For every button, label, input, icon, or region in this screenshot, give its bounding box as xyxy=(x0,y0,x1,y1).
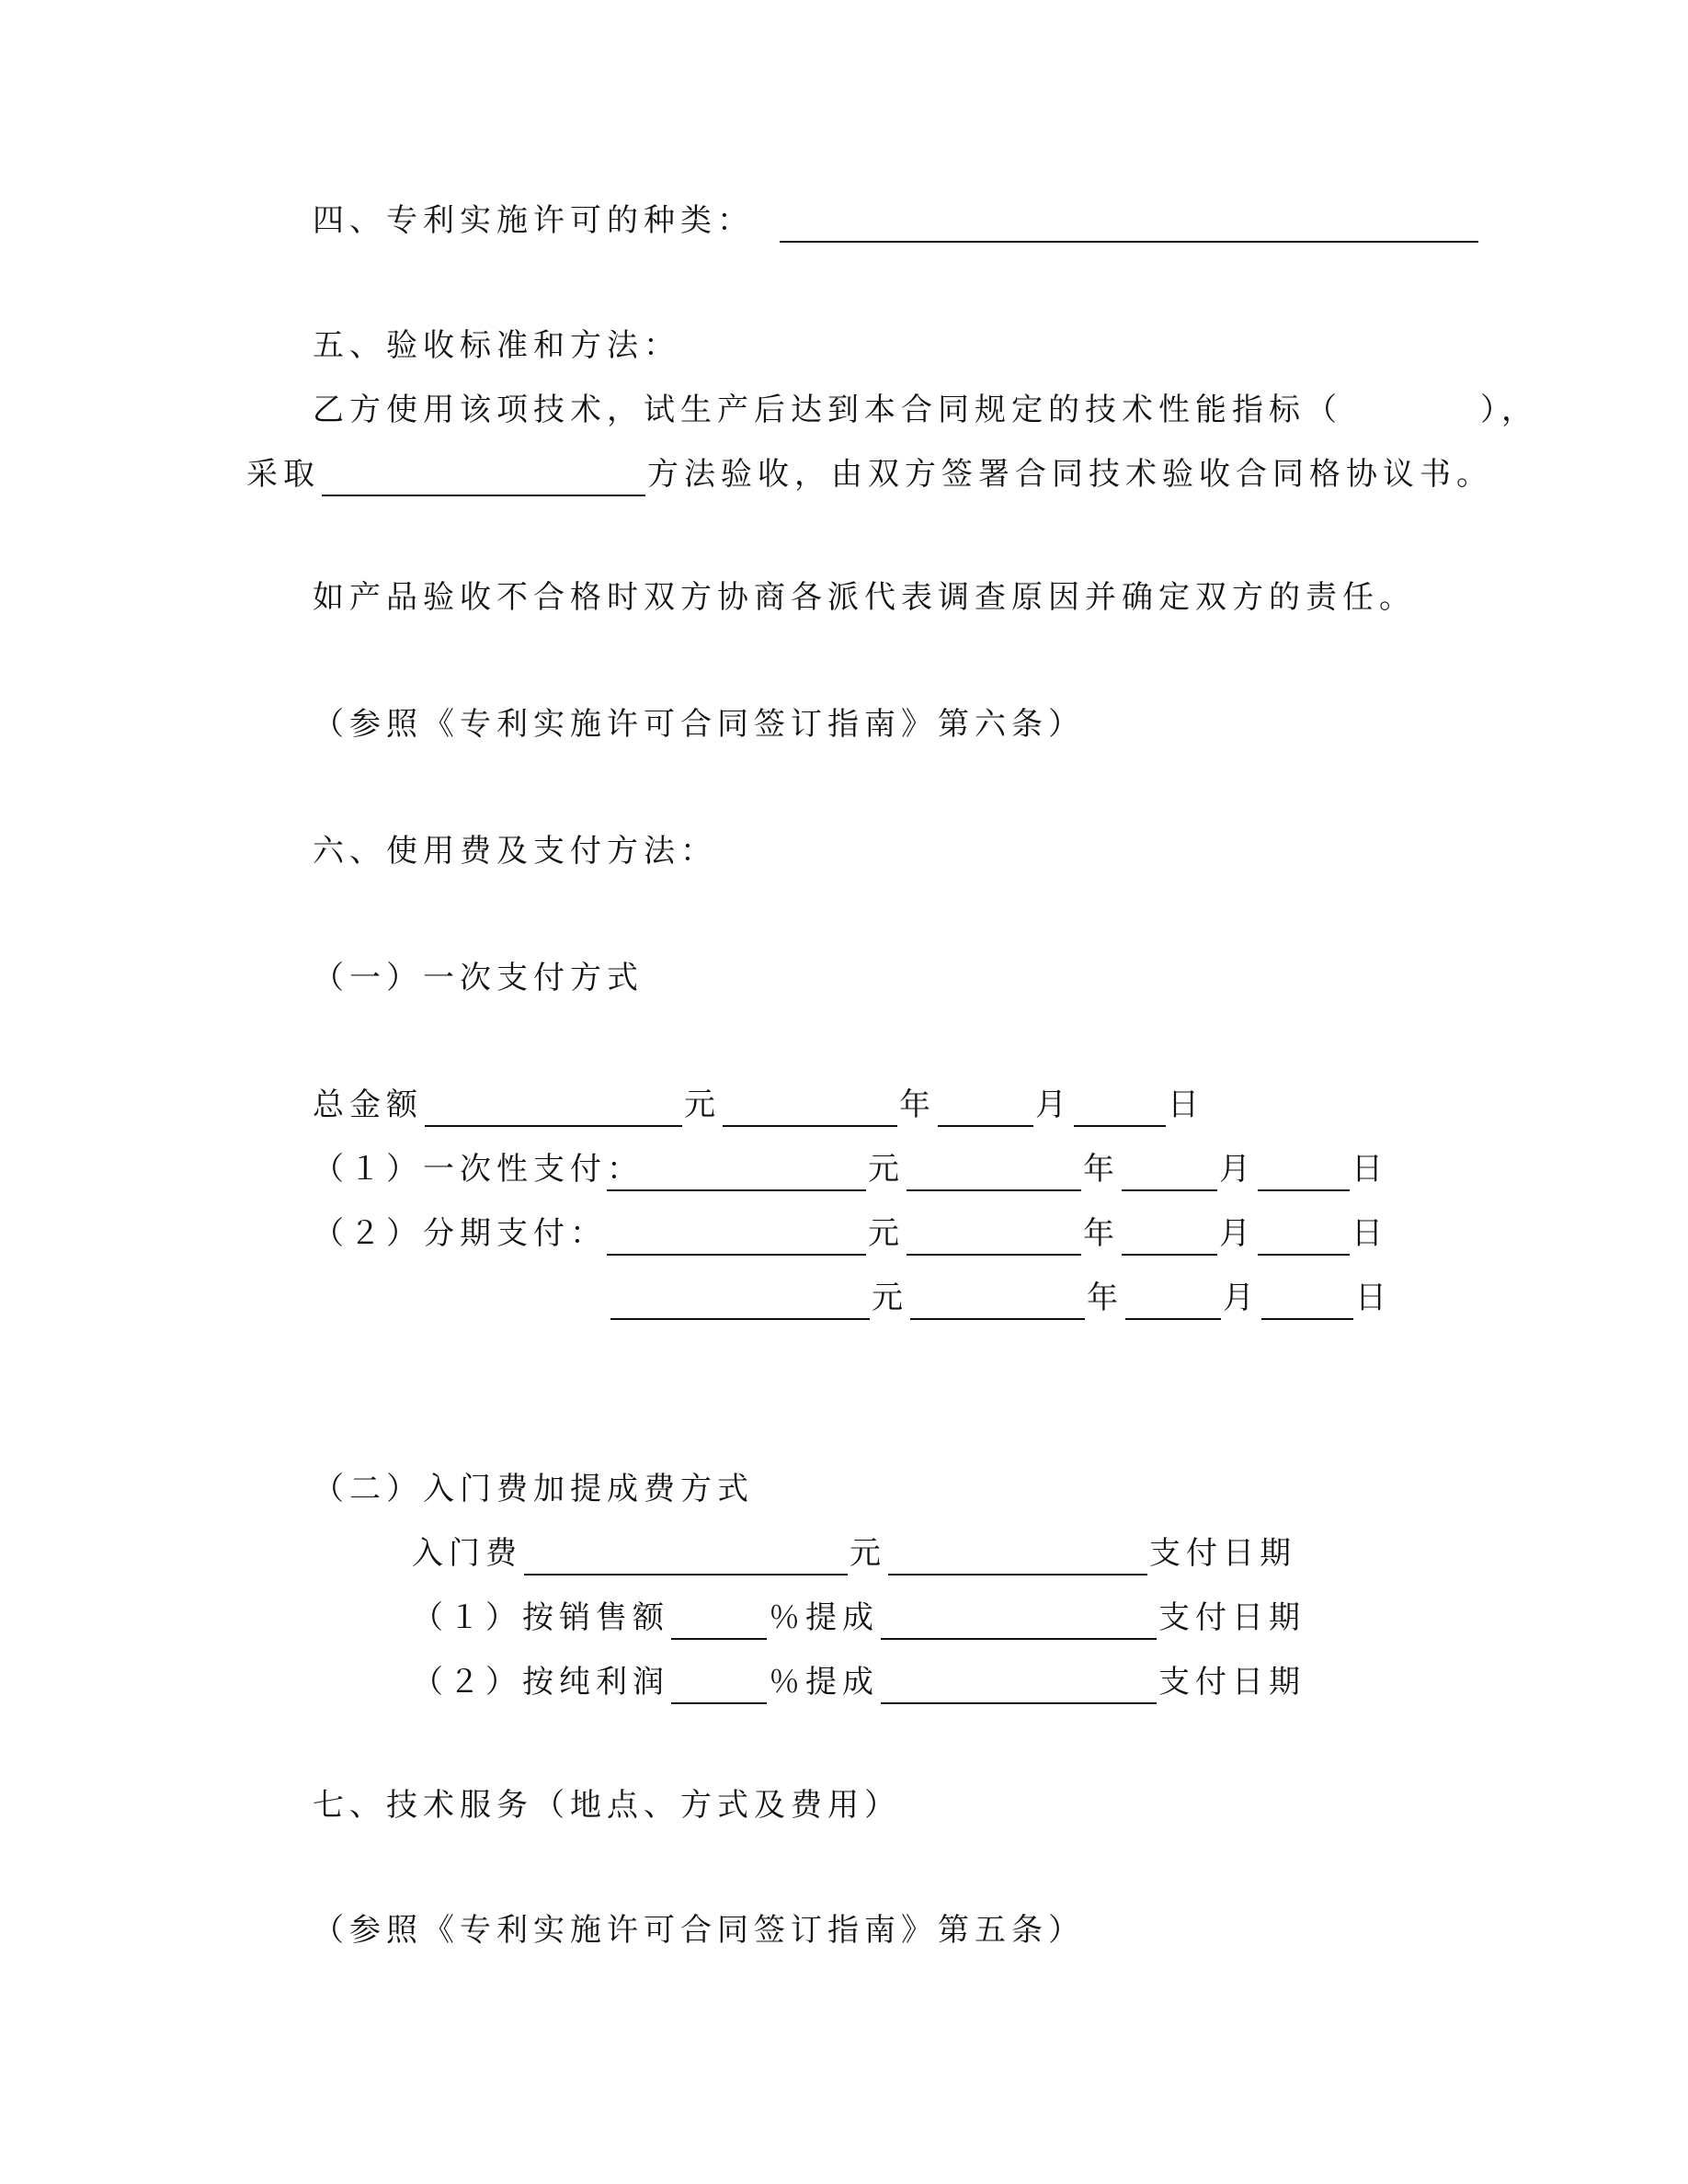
license-type-blank[interactable] xyxy=(780,206,1478,243)
total-year-blank[interactable] xyxy=(723,1090,897,1127)
tech-performance-text: 乙方使用该项技术，试生产后达到本合同规定的技术性能指标（ xyxy=(313,392,1342,428)
installment-1-amount-blank[interactable] xyxy=(607,1219,866,1256)
one-time-yuan-label: 元 xyxy=(868,1151,905,1188)
installment-2-day-label: 日 xyxy=(1355,1280,1392,1316)
subsection-2-title-line xyxy=(313,1467,754,1511)
acceptance-method-blank[interactable] xyxy=(322,460,645,496)
section-6-heading: 六、使用费及支付方法： xyxy=(313,833,717,870)
one-time-day-blank[interactable] xyxy=(1258,1155,1350,1191)
one-time-amount-blank[interactable] xyxy=(607,1155,866,1191)
installment-1-day-label: 日 xyxy=(1352,1215,1388,1252)
unqualified-text: 如产品验收不合格时双方协商各派代表调查原因并确定双方的责任。 xyxy=(313,579,1416,616)
sales-percent-label: ％提成 xyxy=(769,1599,879,1636)
total-yuan-label: 元 xyxy=(684,1086,721,1123)
subsection-1-title: （一）一次支付方式 xyxy=(313,960,644,996)
installment-payment-label: （２）分期支付： xyxy=(313,1215,607,1252)
installment-2-month-blank[interactable] xyxy=(1125,1283,1221,1320)
section-7-heading-line xyxy=(313,1783,901,1827)
total-amount-line xyxy=(313,1083,1204,1127)
profit-percent-label: ％提成 xyxy=(769,1664,879,1701)
installment-1-yuan-label: 元 xyxy=(868,1215,905,1252)
profit-pay-date-label: 支付日期 xyxy=(1158,1664,1306,1701)
section-5-heading: 五、验收标准和方法： xyxy=(313,327,680,364)
installment-1-month-label: 月 xyxy=(1219,1215,1256,1252)
one-time-year-label: 年 xyxy=(1083,1151,1120,1188)
installment-payment-line-2 xyxy=(609,1276,1392,1320)
section-4-line xyxy=(313,199,1480,243)
entry-fee-pay-date-label: 支付日期 xyxy=(1149,1535,1296,1572)
total-year-label: 年 xyxy=(899,1086,936,1123)
section-7-reference xyxy=(313,1908,1085,1952)
subsection-2-title: （二）入门费加提成费方式 xyxy=(313,1471,754,1507)
total-month-label: 月 xyxy=(1035,1086,1072,1123)
entry-fee-amount-blank[interactable] xyxy=(524,1539,848,1575)
installment-2-day-blank[interactable] xyxy=(1261,1283,1353,1320)
section-5-paragraph-1 xyxy=(313,388,1538,432)
entry-fee-yuan-label: 元 xyxy=(850,1535,886,1572)
total-amount-blank[interactable] xyxy=(425,1090,682,1127)
reference-article-6: （参照《专利实施许可合同签订指南》第六条） xyxy=(313,706,1085,743)
one-time-month-label: 月 xyxy=(1219,1151,1256,1188)
installment-2-amount-blank[interactable] xyxy=(610,1283,870,1320)
installment-payment-line-1 xyxy=(313,1211,1388,1256)
one-time-payment-line xyxy=(313,1147,1388,1191)
section-4-heading: 四、专利实施许可的种类： xyxy=(313,202,754,239)
sales-percent-blank[interactable] xyxy=(671,1603,767,1640)
section-5-heading-line xyxy=(313,324,680,368)
acceptance-method-text: 方法验收，由双方签署合同技术验收合同格协议书。 xyxy=(647,456,1493,493)
one-time-month-blank[interactable] xyxy=(1122,1155,1217,1191)
installment-1-year-blank[interactable] xyxy=(907,1219,1081,1256)
total-day-blank[interactable] xyxy=(1074,1090,1166,1127)
section-5-paragraph-2 xyxy=(246,452,1493,496)
adopt-label: 采取 xyxy=(246,456,320,493)
installment-2-month-label: 月 xyxy=(1223,1280,1260,1316)
sales-date-blank[interactable] xyxy=(881,1603,1157,1640)
entry-fee-label: 入门费 xyxy=(412,1535,522,1572)
profit-percent-blank[interactable] xyxy=(671,1667,767,1704)
entry-fee-date-blank[interactable] xyxy=(888,1539,1147,1575)
sales-pay-date-label: 支付日期 xyxy=(1158,1599,1306,1636)
profit-royalty-label: （２）按纯利润 xyxy=(412,1664,669,1701)
installment-2-year-blank[interactable] xyxy=(910,1283,1085,1320)
section-6-heading-line xyxy=(313,829,717,873)
installment-2-yuan-label: 元 xyxy=(872,1280,908,1316)
sales-royalty-label: （１）按销售额 xyxy=(412,1599,669,1636)
total-month-blank[interactable] xyxy=(938,1090,1033,1127)
total-day-label: 日 xyxy=(1168,1086,1204,1123)
installment-1-month-blank[interactable] xyxy=(1122,1219,1217,1256)
profit-royalty-line xyxy=(412,1660,1306,1704)
section-5-paragraph-3 xyxy=(313,575,1416,620)
total-amount-label: 总金额 xyxy=(313,1086,423,1123)
installment-1-day-blank[interactable] xyxy=(1258,1219,1350,1256)
one-time-year-blank[interactable] xyxy=(907,1155,1081,1191)
entry-fee-line xyxy=(412,1531,1296,1575)
installment-1-year-label: 年 xyxy=(1083,1215,1120,1252)
one-time-payment-label: （１）一次性支付： xyxy=(313,1151,644,1188)
section-7-heading: 七、技术服务（地点、方式及费用） xyxy=(313,1787,901,1824)
one-time-day-label: 日 xyxy=(1352,1151,1388,1188)
profit-date-blank[interactable] xyxy=(881,1667,1157,1704)
reference-article-5: （参照《专利实施许可合同签订指南》第五条） xyxy=(313,1912,1085,1949)
section-5-reference xyxy=(313,702,1085,746)
tech-performance-close: ）， xyxy=(1480,392,1538,428)
installment-2-year-label: 年 xyxy=(1087,1280,1123,1316)
subsection-1-title-line xyxy=(313,956,644,1000)
sales-royalty-line xyxy=(412,1596,1306,1640)
